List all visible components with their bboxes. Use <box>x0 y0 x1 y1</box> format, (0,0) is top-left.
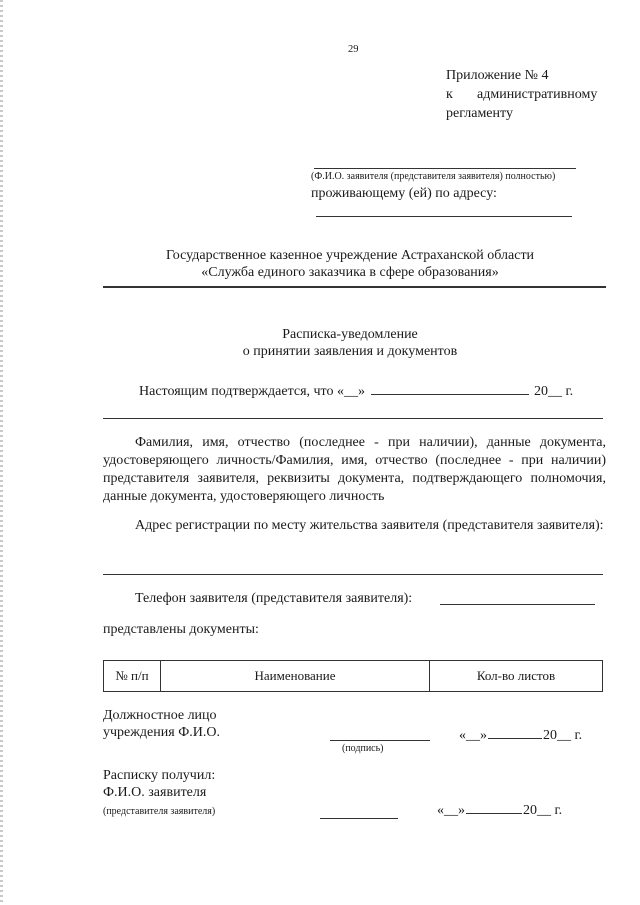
signature-caption: (подпись) <box>342 743 384 754</box>
registration-address-line <box>103 574 603 575</box>
official-date <box>459 726 582 744</box>
scan-edge <box>0 0 3 905</box>
receiver-label-2: Ф.И.О. заявителя <box>103 785 207 800</box>
appendix-line-2a: к <box>446 87 453 102</box>
receiver-label-1: Расписку получил: <box>103 768 216 783</box>
appendix-title: Приложение № 4 <box>446 68 549 83</box>
official-date-year: 20__ г. <box>543 728 583 743</box>
official-date-month-blank <box>488 726 542 739</box>
official-label-1: Должностное лицо <box>103 708 217 723</box>
receiver-date-month-blank <box>466 801 522 814</box>
confirmation-line <box>103 418 603 419</box>
confirmation-date-blank <box>371 382 529 395</box>
receipt-subtitle: о принятии заявления и документов <box>242 344 458 359</box>
applicant-address-line <box>316 216 572 217</box>
confirmation-year: 20__ г. <box>530 384 574 399</box>
org-name-line-1: Государственное казенное учреждение Астраханской области <box>165 248 535 263</box>
column-number: № п/п <box>104 661 161 692</box>
column-sheets: Кол-во листов <box>430 661 603 692</box>
receiver-date-day: «__» <box>437 803 465 818</box>
receiver-signature-line <box>320 818 398 819</box>
receiver-label-3: (представителя заявителя) <box>103 806 216 817</box>
documents-label: представлены документы: <box>103 622 259 637</box>
applicant-address-label: проживающему (ей) по адресу: <box>311 186 497 201</box>
phone-label: Телефон заявителя (представителя заявителя): <box>135 591 413 606</box>
official-date-day: «__» <box>459 728 487 743</box>
applicant-name-line <box>314 168 576 169</box>
receiver-date-year: 20__ г. <box>523 803 563 818</box>
applicant-name-caption: (Ф.И.О. заявителя (представителя заявителя) полностью) <box>311 171 556 182</box>
page-number: 29 <box>348 44 359 55</box>
registration-address-text: Адрес регистрации по месту жительства заявителя (представителя заявителя): <box>135 518 604 533</box>
org-name-line-2: «Служба единого заказчика в сфере образования» <box>201 265 499 280</box>
official-signature-line <box>330 740 430 741</box>
column-name: Наименование <box>161 661 430 692</box>
registration-address-paragraph <box>103 517 606 535</box>
confirmation-prefix: Настоящим подтверждается, что «__» <box>139 384 369 399</box>
phone-line <box>440 604 595 605</box>
documents-table-header <box>104 661 603 692</box>
appendix-line-3: регламенту <box>446 106 513 121</box>
applicant-data-text: Фамилия, имя, отчество (последнее - при наличии), данные документа, удостоверяющего личность/Фамилия, имя, отчество (последнее - при наличии) представителя заявителя, реквизиты документа, подтверждающего полномочия, данные документа, удостоверяющего личность <box>103 435 606 504</box>
appendix-line-2b: административному <box>477 87 598 102</box>
receiver-date <box>437 801 562 819</box>
receipt-title: Расписка-уведомление <box>282 327 418 342</box>
documents-table <box>103 660 603 692</box>
official-label-2: учреждения Ф.И.О. <box>103 725 220 740</box>
applicant-data-paragraph <box>103 434 606 506</box>
org-underline <box>103 286 606 288</box>
confirmation-text <box>139 382 573 400</box>
